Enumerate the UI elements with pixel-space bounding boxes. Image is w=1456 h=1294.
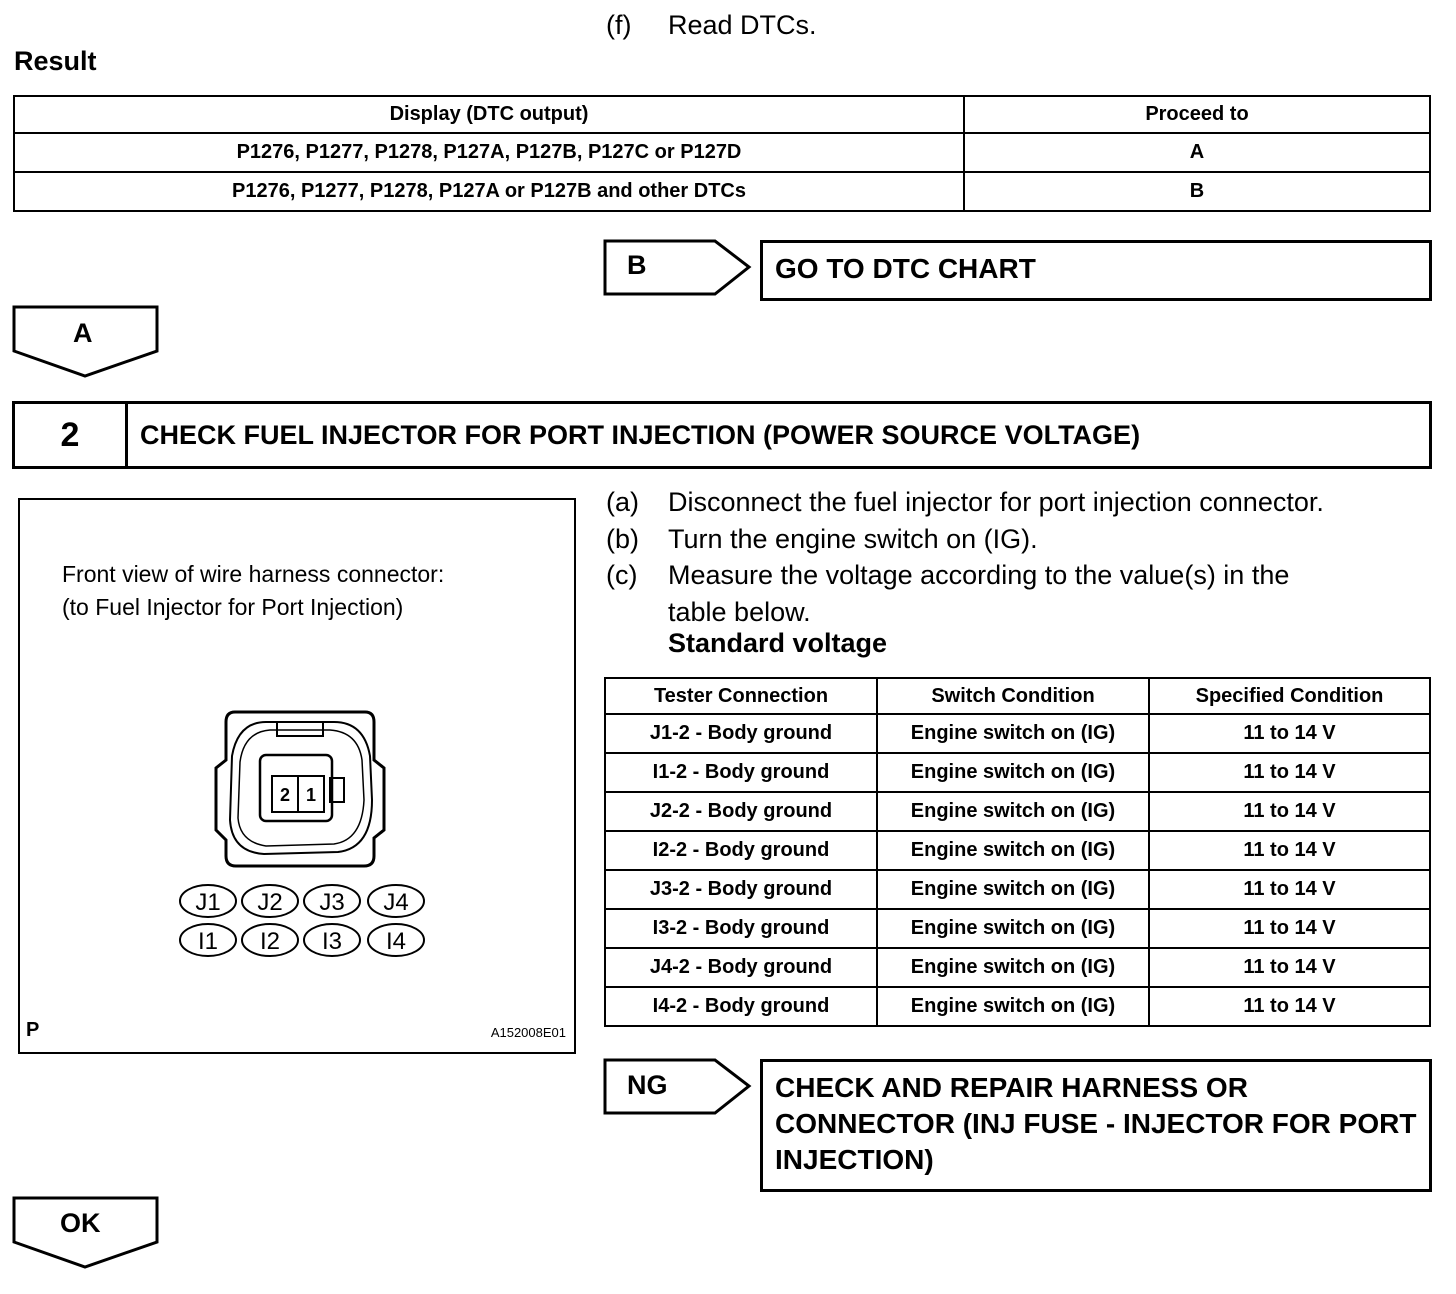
figure-code: A152008E01 bbox=[490, 1025, 566, 1040]
connector-label: I2 bbox=[259, 928, 281, 955]
pin-1-label: 1 bbox=[305, 785, 317, 805]
step-label: (c) bbox=[606, 560, 638, 590]
voltage-cell-tester: I1-2 - Body ground bbox=[605, 753, 877, 792]
voltage-cell-switch: Engine switch on (IG) bbox=[877, 948, 1149, 987]
voltage-cell-switch: Engine switch on (IG) bbox=[877, 870, 1149, 909]
connector-label: J4 bbox=[383, 889, 409, 916]
result-cell-proceed: A bbox=[964, 133, 1430, 172]
voltage-cell-specified: 11 to 14 V bbox=[1149, 987, 1430, 1026]
branch-a-label: A bbox=[73, 318, 93, 348]
voltage-header-switch: Switch Condition bbox=[877, 678, 1149, 714]
branch-b-label: B bbox=[627, 250, 647, 280]
step-label bbox=[606, 594, 668, 631]
voltage-cell-switch: Engine switch on (IG) bbox=[877, 714, 1149, 753]
step-text: Measure the voltage according to the value(s) in the bbox=[668, 560, 1290, 590]
connector-label: J1 bbox=[195, 889, 221, 916]
result-table-row bbox=[14, 172, 1430, 211]
result-table-row bbox=[14, 133, 1430, 172]
voltage-cell-tester: I2-2 - Body ground bbox=[605, 831, 877, 870]
connector-figure bbox=[18, 498, 576, 1054]
connector-label: J2 bbox=[257, 889, 283, 916]
result-cell-dtc: P1276, P1277, P1278, P127A, P127B, P127C or P127D bbox=[14, 133, 964, 172]
standard-voltage-title: Standard voltage bbox=[668, 628, 888, 658]
step-text: Turn the engine switch on (IG). bbox=[668, 523, 1038, 554]
voltage-cell-switch: Engine switch on (IG) bbox=[877, 987, 1149, 1026]
voltage-cell-specified: 11 to 14 V bbox=[1149, 948, 1430, 987]
step-line bbox=[606, 484, 1324, 521]
branch-ok-label: OK bbox=[60, 1208, 101, 1238]
connector-label: J3 bbox=[319, 889, 345, 916]
voltage-cell-tester: J3-2 - Body ground bbox=[605, 870, 877, 909]
section-title: CHECK FUEL INJECTOR FOR PORT INJECTION (POWER SOURCE VOLTAGE) bbox=[140, 419, 1141, 450]
voltage-table-row bbox=[605, 987, 1430, 1026]
voltage-cell-switch: Engine switch on (IG) bbox=[877, 792, 1149, 831]
connector-drawing bbox=[20, 500, 576, 1054]
result-header-proceed: Proceed to bbox=[964, 96, 1430, 133]
result-table-header-row bbox=[14, 96, 1430, 133]
voltage-cell-switch: Engine switch on (IG) bbox=[877, 831, 1149, 870]
voltage-cell-specified: 11 to 14 V bbox=[1149, 870, 1430, 909]
step-label: (a) bbox=[606, 487, 639, 517]
voltage-table-row bbox=[605, 870, 1430, 909]
voltage-table-row bbox=[605, 948, 1430, 987]
branch-ng-label: NG bbox=[627, 1070, 668, 1100]
voltage-cell-tester: J1-2 - Body ground bbox=[605, 714, 877, 753]
voltage-table-header-row bbox=[605, 678, 1430, 714]
step-f-text: Read DTCs. bbox=[668, 10, 817, 40]
voltage-table-row bbox=[605, 909, 1430, 948]
steps-list bbox=[606, 484, 1324, 630]
connector-label: I4 bbox=[385, 928, 407, 955]
result-cell-dtc: P1276, P1277, P1278, P127A or P127B and other DTCs bbox=[14, 172, 964, 211]
voltage-cell-tester: I3-2 - Body ground bbox=[605, 909, 877, 948]
go-to-dtc-chart-box[interactable]: GO TO DTC CHART bbox=[760, 240, 1432, 301]
voltage-table-row bbox=[605, 831, 1430, 870]
voltage-cell-switch: Engine switch on (IG) bbox=[877, 753, 1149, 792]
voltage-table-row bbox=[605, 753, 1430, 792]
step-label: (b) bbox=[606, 523, 639, 554]
figure-caption-line2: (to Fuel Injector for Port Injection) bbox=[62, 594, 404, 620]
voltage-cell-specified: 11 to 14 V bbox=[1149, 792, 1430, 831]
result-title: Result bbox=[14, 46, 97, 76]
voltage-table-row bbox=[605, 792, 1430, 831]
voltage-cell-specified: 11 to 14 V bbox=[1149, 831, 1430, 870]
section-header bbox=[12, 401, 1432, 469]
voltage-cell-specified: 11 to 14 V bbox=[1149, 753, 1430, 792]
voltage-cell-tester: J4-2 - Body ground bbox=[605, 948, 877, 987]
voltage-header-specified: Specified Condition bbox=[1149, 678, 1430, 714]
step-line bbox=[606, 521, 1324, 558]
step-f bbox=[606, 10, 817, 41]
check-repair-harness-box[interactable]: CHECK AND REPAIR HARNESS OR CONNECTOR (INJ FUSE - INJECTOR FOR PORT INJECTION) bbox=[760, 1059, 1432, 1192]
branch-ng-arrow-shape bbox=[603, 1058, 753, 1116]
connector-label: I1 bbox=[197, 928, 219, 955]
figure-corner-letter: P bbox=[26, 1019, 40, 1041]
voltage-table-row bbox=[605, 714, 1430, 753]
pin-2-label: 2 bbox=[279, 785, 291, 805]
voltage-cell-switch: Engine switch on (IG) bbox=[877, 909, 1149, 948]
step-text: table below. bbox=[668, 596, 811, 627]
connector-label: I3 bbox=[321, 928, 343, 955]
figure-caption-line1: Front view of wire harness connector: bbox=[62, 561, 445, 587]
section-number: 2 bbox=[15, 404, 128, 466]
voltage-cell-tester: J2-2 - Body ground bbox=[605, 792, 877, 831]
voltage-cell-specified: 11 to 14 V bbox=[1149, 909, 1430, 948]
voltage-table bbox=[604, 677, 1431, 1027]
step-text: Disconnect the fuel injector for port injection connector. bbox=[668, 487, 1324, 517]
voltage-header-tester: Tester Connection bbox=[605, 678, 877, 714]
step-line bbox=[606, 594, 1324, 631]
step-line bbox=[606, 557, 1324, 594]
result-table bbox=[13, 95, 1431, 212]
voltage-cell-specified: 11 to 14 V bbox=[1149, 714, 1430, 753]
result-header-display: Display (DTC output) bbox=[14, 96, 964, 133]
step-f-label: (f) bbox=[606, 10, 632, 40]
voltage-cell-tester: I4-2 - Body ground bbox=[605, 987, 877, 1026]
result-cell-proceed: B bbox=[964, 172, 1430, 211]
branch-b-arrow-shape bbox=[603, 239, 753, 297]
